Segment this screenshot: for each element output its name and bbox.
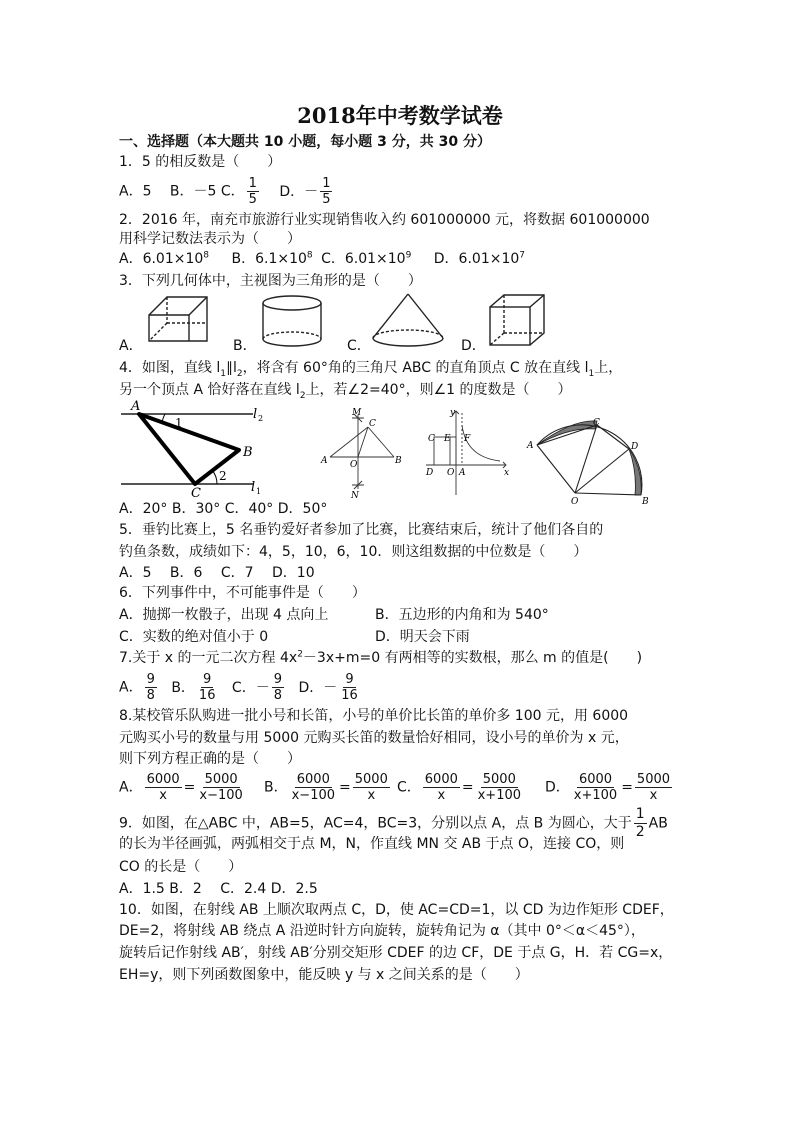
q3-a-label: A． xyxy=(119,338,143,354)
q8-option-c xyxy=(397,772,525,803)
q8-a-l-den: x xyxy=(159,788,167,803)
q4-parallel-lines-figure xyxy=(115,398,275,498)
q4-line1 xyxy=(119,359,622,377)
q8-line1: 8.某校管乐队购进一批小号和长笛，小号的单价比长笛的单价多 100 元，用 6000 xyxy=(119,708,629,724)
q9-label-o: O xyxy=(350,460,358,470)
q10-label-o: O xyxy=(447,468,455,478)
q8-option-d xyxy=(545,772,674,803)
q3-d-label: D． xyxy=(461,338,486,354)
q6-option-b: B．五边形的内角和为 540° xyxy=(375,607,549,623)
q7-a-num: 9 xyxy=(146,672,155,687)
q9-label-c: C xyxy=(369,419,376,429)
q9-half-den: 2 xyxy=(635,824,645,840)
q7-d-den: 16 xyxy=(341,688,358,703)
q4-l1-mid: ∥l xyxy=(225,360,237,376)
q10-label-x: x xyxy=(504,468,510,478)
q1-stem: 1．5 的相反数是（ ） xyxy=(119,154,282,170)
q1-options-text: A．5 B．－5 C． xyxy=(119,183,245,200)
q8-d-l-num: 6000 xyxy=(578,772,613,787)
q9-line1-post: AB xyxy=(648,815,668,832)
q1-options xyxy=(119,176,334,207)
q8-line2: 元购买小号的数量与用 5000 元购买长笛的数量恰好相同，设小号的单价为 x 元， xyxy=(119,730,629,746)
q8-a-label: A． xyxy=(119,779,143,796)
q4-sub2: 2 xyxy=(236,368,243,379)
q8-c-l-num: 6000 xyxy=(424,772,458,787)
q7-exp: 2 xyxy=(297,649,303,660)
cube-figure xyxy=(486,293,552,349)
q8-d-eq: = xyxy=(621,779,633,796)
q7-pre: 7.关于 x 的一元二次方程 4x xyxy=(119,650,298,666)
q8-line3: 则下列方程正确的是（ ） xyxy=(119,751,301,767)
q4-label-b: B xyxy=(243,445,253,460)
q2-line2: 用科学记数法表示为（ ） xyxy=(119,231,301,247)
q2-b-exp: 8 xyxy=(306,250,313,261)
q10-line1: 10．如图，在射线 AB 上顺次取两点 C，D，使 AC=CD=1，以 CD 为边作矩形 CDEF， xyxy=(119,902,674,918)
q7-d-fraction xyxy=(339,672,360,703)
q4-label-l2: l xyxy=(253,407,258,422)
q8-d-r-den: x xyxy=(649,788,658,803)
q4-label-l2-sub: 2 xyxy=(258,414,264,423)
q8-a-l-num: 6000 xyxy=(146,772,180,787)
q4-label-c: C xyxy=(191,486,201,498)
q10-label-c: C xyxy=(428,434,435,444)
q4-sub1: 1 xyxy=(220,368,226,379)
q8-c-l-den: x xyxy=(437,788,446,803)
q10-label-e: E xyxy=(444,434,451,444)
q8-b-right xyxy=(353,772,390,803)
arc-sector-figure xyxy=(525,415,655,505)
q7-b-num: 9 xyxy=(203,672,212,687)
q4-label-l1: l xyxy=(251,480,256,495)
q8-d-r-num: 5000 xyxy=(636,772,671,787)
q7-b-den: 16 xyxy=(198,688,216,703)
q8-d-left xyxy=(572,772,619,803)
q1-d-den: 5 xyxy=(322,192,331,207)
q6-stem: 6．下列事件中，不可能事件是（ ） xyxy=(119,585,366,601)
q7-b-fraction xyxy=(197,672,218,703)
q10-label-f: F xyxy=(464,434,471,444)
q2-a: A．6.01×10 xyxy=(119,251,204,267)
q2-d-exp: 7 xyxy=(519,250,526,261)
q9-label-a: A xyxy=(321,456,328,466)
q8-c-r-num: 5000 xyxy=(482,772,516,787)
q8-option-b xyxy=(264,772,392,803)
q8-a-left xyxy=(145,772,182,803)
q5-line2: 钓鱼条数，成绩如下：4，5，10，6，10．则这组数据的中位数是（ ） xyxy=(119,544,588,560)
q2-c-exp: 9 xyxy=(405,250,412,261)
q8-a-right xyxy=(197,772,244,803)
q8-c-right xyxy=(476,772,523,803)
q7-c-num: 9 xyxy=(273,672,282,687)
cone-figure xyxy=(368,290,448,352)
q2-options xyxy=(119,250,525,268)
q8-a-r-den: x−100 xyxy=(199,788,243,803)
q8-c-eq: = xyxy=(461,779,474,796)
q4-l2-end: 上，若∠2=40°，则∠1 的度数是（ ） xyxy=(305,382,572,398)
q4-l1-pre: 4．如图，直线 l xyxy=(119,360,221,376)
q9-label-m: M xyxy=(352,408,362,418)
q1-c-num: 1 xyxy=(248,176,257,191)
q7-b-label: B． xyxy=(171,679,195,696)
q8-option-a xyxy=(119,772,247,803)
q7-a-fraction xyxy=(145,672,157,703)
q9-line2: 的长为半径画弧，两弧相交于点 M，N，作直线 MN 交 AB 于点 O，连接 CO，则 xyxy=(119,836,625,852)
q5-options: A．5 B．6 C．7 D．10 xyxy=(119,565,315,581)
arc-label-o: O xyxy=(571,497,579,505)
q1-c-fraction xyxy=(247,176,259,207)
q4-label-angle1: 1 xyxy=(175,416,183,430)
cylinder-figure xyxy=(259,293,329,351)
q4-l2-pre: 另一个顶点 A 恰好落在直线 l xyxy=(119,382,300,398)
q7-c-den: 8 xyxy=(273,688,282,703)
q10-line2: DE=2，将射线 AB 绕点 A 沿逆时针方向旋转，旋转角记为 α（其中 0°＜α＜45°）， xyxy=(119,923,645,939)
q8-d-right xyxy=(635,772,672,803)
q8-b-label: B． xyxy=(264,779,288,796)
arc-label-a: A xyxy=(527,441,534,451)
q9-options: A．1.5 B．2 C．2.4 D．2.5 xyxy=(119,881,318,897)
q2-a-exp: 8 xyxy=(203,250,210,261)
q3-stem: 3．下列几何体中，主视图为三角形的是（ ） xyxy=(119,273,422,289)
q1-c-den: 5 xyxy=(248,192,257,207)
q5-line1: 5．垂钓比赛上，5 名垂钓爱好者参加了比赛，比赛结束后，统计了他们各自的 xyxy=(119,522,604,538)
arc-label-c: C xyxy=(593,418,600,428)
q7-options xyxy=(119,672,362,703)
q8-b-r-den: x xyxy=(367,788,376,803)
q8-d-l-den: x+100 xyxy=(573,788,618,803)
q4-line2 xyxy=(119,381,571,399)
section-heading: 一、选择题（本大题共 10 小题，每小题 3 分，共 30 分） xyxy=(119,134,491,150)
q4-sub3: 1 xyxy=(588,368,595,379)
q2-b: B．6.1×10 xyxy=(231,251,307,267)
q3-c-label: C． xyxy=(347,338,371,354)
q7-a-label: A． xyxy=(119,679,143,696)
q9-label-b: B xyxy=(395,456,402,466)
q6-option-c: C．实数的绝对值小于 0 xyxy=(119,629,269,645)
q8-a-r-num: 5000 xyxy=(204,772,238,787)
q10-label-y: y xyxy=(450,408,456,418)
q2-d: D．6.01×10 xyxy=(433,251,520,267)
q4-label-a: A xyxy=(131,399,141,414)
q9-half-num: 1 xyxy=(635,806,645,822)
q1-d-fraction xyxy=(320,176,332,207)
q8-b-eq: = xyxy=(339,779,351,796)
q6-option-a: A．抛掷一枚骰子，出现 4 点向上 xyxy=(119,607,329,623)
page-title: 2018年中考数学试卷 xyxy=(297,103,503,128)
q9-bisector-figure xyxy=(318,405,406,500)
q8-b-r-num: 5000 xyxy=(354,772,388,787)
q4-label-l1-sub: 1 xyxy=(256,487,262,496)
triangular-prism-figure xyxy=(145,293,215,349)
q2-c: C．6.01×10 xyxy=(321,251,406,267)
q4-sub4: 2 xyxy=(299,390,306,401)
q9-half-fraction xyxy=(634,806,647,841)
q3-b-label: B． xyxy=(233,338,257,354)
q10-label-d: D xyxy=(426,468,434,478)
q4-l1-end: 上， xyxy=(594,360,623,376)
q4-options: A．20° B．30° C．40° D．50° xyxy=(119,501,328,517)
q7-stem xyxy=(119,649,642,667)
q8-c-r-den: x+100 xyxy=(477,788,522,803)
q4-l1-mid2: ，将含有 60°角的三角尺 ABC 的直角顶点 C 放在直线 l xyxy=(242,360,589,376)
q7-d-num: 9 xyxy=(345,672,354,687)
q8-a-eq: = xyxy=(183,779,196,796)
q2-line1: 2．2016 年，南充市旅游行业实现销售收入约 601000000 元，将数据 601000000 xyxy=(119,212,650,228)
q9-line3: CO 的长是（ ） xyxy=(119,859,243,875)
q8-b-left xyxy=(290,772,337,803)
q8-b-l-den: x−100 xyxy=(291,788,336,803)
arc-label-b: B xyxy=(642,497,649,505)
q1-d-num: 1 xyxy=(322,176,331,191)
q8-d-label: D． xyxy=(545,779,570,796)
q10-line3: 旋转后记作射线 AB′，射线 AB′分别交矩形 CDEF 的边 CF，DE 于点 G，H．若 CG=x， xyxy=(119,945,673,961)
q10-line4: EH=y，则下列函数图象中，能反映 y 与 x 之间关系的是（ ） xyxy=(119,967,529,983)
q7-d-label: D．－ xyxy=(298,679,338,696)
q9-line1-pre: 9．如图，在△ABC 中，AB=5，AC=4，BC=3，分别以点 A，点 B 为圆心，大于 xyxy=(119,815,632,832)
q7-c-fraction xyxy=(272,672,284,703)
q7-c-label: C．－ xyxy=(231,679,270,696)
q8-b-l-num: 6000 xyxy=(296,772,330,787)
q7-a-den: 8 xyxy=(146,688,155,703)
q1-d-label: D．－ xyxy=(279,183,319,200)
q8-c-left xyxy=(423,772,460,803)
q9-label-n: N xyxy=(351,491,359,500)
arc-label-d: D xyxy=(631,442,639,452)
q8-c-label: C． xyxy=(397,779,421,796)
q4-label-angle2: 2 xyxy=(219,469,227,483)
q6-option-d: D．明天会下雨 xyxy=(375,629,470,645)
q10-axes-figure xyxy=(420,405,512,500)
q7-post: －3x+m=0 有两相等的实数根，那么 m 的值是( ) xyxy=(302,650,643,666)
q10-label-a: A xyxy=(459,468,466,478)
